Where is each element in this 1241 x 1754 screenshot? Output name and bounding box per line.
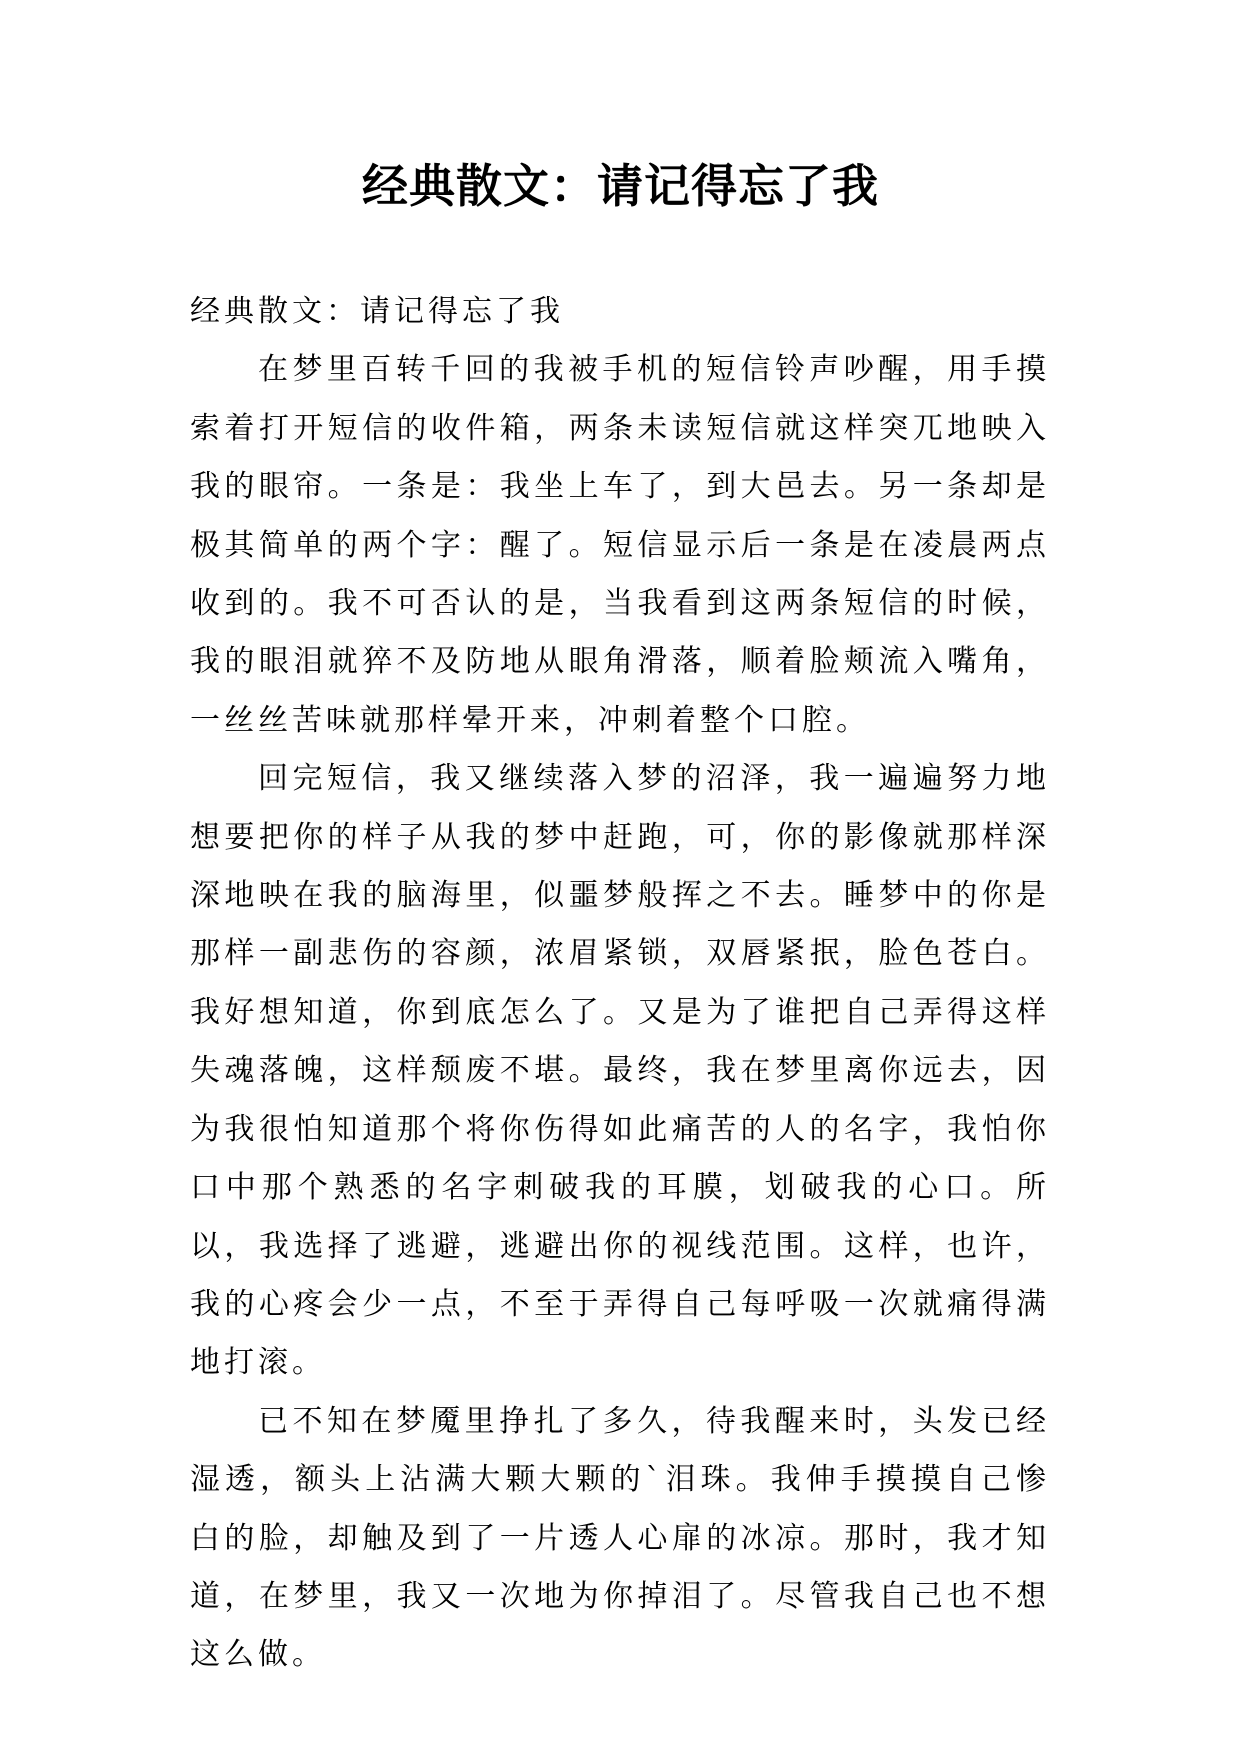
paragraph-1: 在梦里百转千回的我被手机的短信铃声吵醒，用手摸索着打开短信的收件箱，两条未读短信就这样突兀地映入我的眼帘。一条是：我坐上车了，到大邑去。另一条却是极其简单的两个字：醒了。短信显示后一条是在凌晨两点收到的。我不可否认的是，当我看到这两条短信的时候，我的眼泪就猝不及防地从眼角滑落，顺着脸颊流入嘴角，一丝丝苦味就那样晕开来，冲刺着整个口腔。: [190, 352, 1050, 738]
document-title: 经典散文：请记得忘了我: [362, 159, 879, 213]
document-body: [190, 283, 1050, 1685]
document-subtitle: 经典散文：请记得忘了我: [190, 294, 564, 329]
paragraph-3: 已不知在梦魇里挣扎了多久，待我醒来时，头发已经湿透，额头上沾满大颗大颗的`泪珠。我伸手摸摸自己惨白的脸，却触及到了一片透人心扉的冰凉。那时，我才知道，在梦里，我又一次地为你掉泪了。尽管我自己也不想这么做。: [190, 1403, 1050, 1673]
paragraph-2: 回完短信，我又继续落入梦的沼泽，我一遍遍努力地想要把你的样子从我的梦中赶跑，可，你的影像就那样深深地映在我的脑海里，似噩梦般挥之不去。睡梦中的你是那样一副悲伤的容颜，浓眉紧锁，双唇紧抿，脸色苍白。我好想知道，你到底怎么了。又是为了谁把自己弄得这样失魂落魄，这样颓废不堪。最终，我在梦里离你远去，因为我很怕知道那个将你伤得如此痛苦的人的名字，我怕你口中那个熟悉的名字刺破我的耳膜，划破我的心口。所以，我选择了逃避，逃避出你的视线范围。这样，也许，我的心疼会少一点，不至于弄得自己每呼吸一次就痛得满地打滚。: [190, 761, 1050, 1381]
